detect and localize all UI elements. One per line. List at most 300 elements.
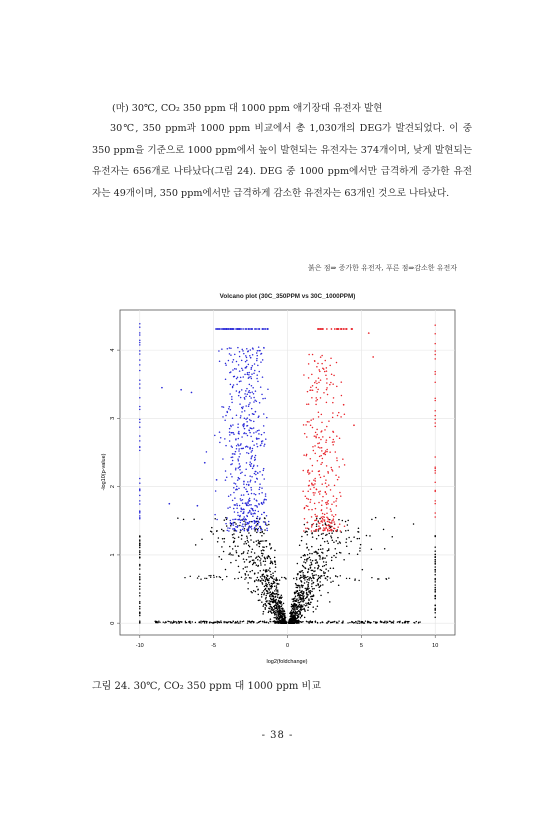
- data-point: [315, 380, 317, 382]
- data-point: [231, 445, 233, 447]
- data-point: [308, 579, 310, 581]
- data-point: [319, 371, 321, 373]
- data-point: [244, 475, 246, 477]
- data-point: [139, 592, 141, 594]
- data-point: [250, 487, 252, 489]
- data-point: [315, 508, 317, 510]
- data-point: [244, 418, 246, 420]
- data-point: [250, 436, 252, 438]
- data-point: [139, 574, 141, 576]
- data-point: [204, 462, 206, 464]
- data-point: [261, 487, 263, 489]
- data-point: [318, 377, 320, 379]
- data-point: [227, 507, 229, 509]
- data-point: [276, 615, 278, 617]
- data-point: [238, 566, 240, 568]
- data-point: [245, 525, 247, 527]
- data-point: [318, 565, 320, 567]
- data-point: [265, 438, 267, 440]
- data-point: [311, 546, 313, 548]
- data-point: [414, 622, 415, 623]
- data-point: [254, 512, 256, 514]
- data-point: [322, 566, 324, 568]
- data-point: [243, 424, 245, 426]
- data-point: [244, 398, 246, 400]
- data-point: [238, 555, 240, 557]
- data-point: [236, 361, 238, 363]
- data-point: [375, 517, 377, 519]
- data-point: [306, 403, 308, 405]
- data-point: [348, 553, 350, 555]
- data-point: [243, 543, 245, 545]
- data-point: [319, 590, 321, 592]
- data-point: [344, 526, 346, 528]
- data-point: [232, 387, 234, 389]
- data-point: [275, 566, 277, 568]
- data-point: [296, 608, 298, 610]
- data-point: [257, 381, 259, 383]
- data-point: [262, 546, 264, 548]
- data-point: [273, 580, 275, 582]
- data-point: [219, 442, 221, 444]
- data-point: [335, 514, 337, 516]
- data-point: [261, 535, 263, 537]
- data-point: [316, 391, 318, 393]
- data-point: [318, 530, 320, 532]
- data-point: [221, 529, 223, 531]
- data-point: [301, 581, 303, 583]
- data-point: [434, 400, 436, 402]
- data-point: [330, 489, 332, 491]
- data-point: [269, 584, 271, 586]
- data-point: [139, 595, 141, 597]
- data-point: [336, 498, 338, 500]
- data-point: [272, 575, 274, 577]
- data-point: [139, 340, 141, 342]
- data-point: [312, 588, 314, 590]
- data-point: [260, 529, 262, 531]
- data-point: [270, 558, 272, 560]
- data-point: [230, 409, 232, 411]
- data-point: [327, 521, 329, 523]
- data-point: [250, 420, 252, 422]
- data-point: [139, 503, 141, 505]
- data-point: [321, 505, 323, 507]
- data-point: [245, 519, 247, 521]
- data-point: [270, 560, 272, 562]
- data-point: [326, 328, 328, 330]
- data-point: [282, 622, 283, 623]
- data-point: [230, 384, 232, 386]
- data-point: [263, 533, 265, 535]
- data-point: [242, 350, 244, 352]
- data-point: [302, 598, 304, 600]
- data-point: [317, 460, 319, 462]
- y-tick-label: 0: [110, 621, 116, 625]
- data-point: [308, 498, 310, 500]
- data-point: [371, 519, 373, 521]
- data-point: [184, 577, 185, 578]
- data-point: [250, 458, 252, 460]
- data-point: [249, 430, 251, 432]
- data-point: [306, 498, 308, 500]
- data-point: [268, 622, 269, 623]
- data-point: [338, 620, 339, 621]
- data-point: [332, 540, 334, 542]
- data-point: [249, 546, 251, 548]
- data-point: [314, 567, 316, 569]
- data-point: [247, 512, 249, 514]
- data-point: [294, 603, 296, 605]
- data-point: [311, 482, 313, 484]
- data-point: [233, 384, 235, 386]
- data-point: [328, 420, 330, 422]
- data-point: [260, 564, 262, 566]
- data-point: [245, 418, 247, 420]
- data-point: [232, 537, 234, 539]
- data-point: [266, 601, 268, 603]
- data-point: [316, 366, 318, 368]
- data-point: [319, 581, 321, 583]
- data-point: [284, 622, 285, 623]
- data-point: [282, 616, 284, 618]
- data-point: [355, 622, 356, 623]
- data-point: [251, 373, 253, 375]
- data-point: [326, 402, 328, 404]
- data-point: [434, 354, 436, 356]
- data-point: [320, 356, 322, 358]
- data-point: [241, 349, 243, 351]
- data-point: [311, 509, 313, 511]
- data-point: [199, 622, 200, 623]
- data-point: [274, 550, 276, 552]
- data-point: [267, 576, 268, 577]
- data-point: [262, 555, 264, 557]
- data-point: [434, 512, 436, 514]
- data-point: [258, 503, 260, 505]
- data-point: [306, 522, 308, 524]
- data-point: [244, 573, 246, 575]
- data-point: [252, 515, 254, 517]
- data-point: [139, 323, 141, 325]
- data-point: [230, 523, 232, 525]
- data-point: [258, 565, 260, 567]
- data-point: [247, 588, 249, 590]
- data-point: [250, 539, 252, 541]
- data-point: [335, 451, 337, 453]
- data-point: [383, 529, 385, 531]
- data-point: [320, 585, 322, 587]
- data-point: [241, 360, 243, 362]
- data-point: [256, 437, 258, 439]
- data-point: [322, 538, 324, 540]
- data-point: [434, 574, 436, 576]
- data-point: [260, 562, 262, 564]
- data-point: [311, 570, 313, 572]
- data-point: [307, 584, 309, 586]
- data-point: [258, 542, 260, 544]
- data-point: [328, 621, 329, 622]
- data-point: [258, 438, 260, 440]
- data-point: [331, 530, 333, 532]
- data-point: [327, 517, 329, 519]
- data-point: [222, 416, 224, 418]
- data-point: [264, 398, 266, 400]
- data-point: [245, 433, 247, 435]
- data-point: [351, 621, 352, 622]
- data-point: [263, 561, 265, 563]
- data-point: [139, 606, 141, 608]
- data-point: [333, 501, 335, 503]
- data-point: [326, 367, 328, 369]
- data-point: [232, 369, 234, 371]
- y-tick-label: 2: [110, 485, 116, 489]
- data-point: [307, 472, 309, 474]
- data-point: [332, 431, 334, 433]
- data-point: [256, 532, 258, 534]
- data-point: [223, 406, 225, 408]
- data-point: [326, 439, 328, 441]
- data-point: [264, 589, 266, 591]
- data-point: [300, 597, 302, 599]
- data-point: [260, 532, 262, 534]
- data-point: [259, 599, 261, 601]
- data-point: [279, 607, 281, 609]
- data-point: [244, 541, 246, 543]
- data-point: [242, 552, 244, 554]
- data-point: [229, 552, 231, 554]
- data-point: [324, 514, 326, 516]
- data-point: [318, 575, 320, 577]
- data-point: [304, 559, 306, 561]
- data-point: [387, 622, 388, 623]
- data-point: [263, 347, 265, 349]
- data-point: [264, 620, 265, 621]
- data-point: [258, 430, 260, 432]
- data-point: [341, 381, 343, 383]
- data-point: [384, 548, 386, 550]
- data-point: [312, 446, 314, 448]
- data-point: [230, 554, 232, 556]
- data-point: [254, 530, 256, 532]
- data-point: [318, 522, 320, 524]
- data-point: [170, 622, 171, 623]
- data-point: [434, 554, 436, 556]
- data-point: [242, 408, 244, 410]
- data-point: [337, 328, 339, 330]
- data-point: [254, 572, 256, 574]
- data-point: [272, 601, 274, 603]
- data-point: [360, 544, 362, 546]
- data-point: [316, 526, 318, 528]
- data-point: [323, 392, 325, 394]
- data-point: [299, 577, 301, 579]
- data-point: [237, 427, 239, 429]
- data-point: [250, 357, 252, 359]
- data-point: [329, 527, 331, 529]
- data-point: [225, 364, 227, 366]
- data-point: [242, 406, 244, 408]
- data-point: [267, 530, 269, 532]
- data-point: [248, 499, 250, 501]
- data-point: [157, 622, 158, 623]
- data-point: [246, 543, 248, 545]
- data-point: [259, 483, 261, 485]
- data-point: [139, 576, 141, 578]
- data-point: [316, 530, 318, 532]
- data-point: [231, 447, 233, 449]
- data-point: [244, 428, 246, 430]
- data-point: [266, 556, 268, 558]
- data-point: [259, 471, 261, 473]
- data-point: [239, 622, 240, 623]
- data-point: [271, 561, 273, 563]
- data-point: [232, 522, 234, 524]
- data-point: [394, 517, 396, 519]
- data-point: [257, 572, 259, 574]
- data-point: [307, 572, 309, 574]
- data-point: [265, 493, 267, 495]
- data-point: [267, 591, 269, 593]
- data-point: [232, 361, 234, 363]
- data-point: [324, 557, 326, 559]
- data-point: [274, 557, 276, 559]
- data-point: [254, 505, 256, 507]
- data-point: [299, 589, 301, 591]
- data-point: [265, 569, 267, 571]
- data-point: [434, 546, 436, 548]
- data-point: [324, 429, 326, 431]
- data-point: [314, 551, 316, 553]
- data-point: [321, 533, 323, 535]
- data-point: [336, 457, 338, 459]
- data-point: [260, 445, 262, 447]
- data-point: [331, 526, 333, 528]
- data-point: [326, 507, 328, 509]
- data-point: [313, 571, 315, 573]
- data-point: [257, 577, 259, 579]
- data-point: [337, 479, 339, 481]
- data-point: [375, 621, 376, 622]
- data-point: [315, 432, 317, 434]
- data-point: [248, 532, 250, 534]
- data-point: [237, 347, 239, 349]
- data-point: [221, 622, 222, 623]
- data-point: [246, 357, 248, 359]
- data-point: [275, 588, 277, 590]
- data-point: [239, 328, 241, 330]
- data-point: [308, 588, 310, 590]
- data-point: [245, 355, 247, 357]
- data-point: [235, 523, 237, 525]
- data-point: [248, 377, 250, 379]
- data-point: [248, 414, 250, 416]
- data-point: [245, 577, 247, 579]
- data-point: [349, 578, 350, 579]
- data-point: [257, 589, 259, 591]
- data-point: [249, 571, 251, 573]
- data-point: [241, 368, 243, 370]
- data-point: [325, 528, 327, 530]
- data-point: [319, 518, 321, 520]
- data-point: [320, 577, 321, 578]
- data-point: [257, 540, 259, 542]
- data-point: [359, 621, 360, 622]
- data-point: [265, 579, 266, 580]
- data-point: [250, 451, 252, 453]
- data-point: [216, 519, 218, 521]
- data-point: [434, 422, 436, 424]
- data-point: [434, 605, 436, 607]
- data-point: [277, 591, 279, 593]
- data-point: [311, 532, 313, 534]
- data-point: [312, 606, 314, 608]
- data-point: [284, 616, 286, 618]
- data-point: [259, 546, 261, 548]
- data-point: [350, 541, 352, 543]
- data-point: [265, 328, 267, 330]
- data-point: [296, 584, 298, 586]
- data-point: [229, 406, 231, 408]
- x-tick-label: 5: [359, 643, 363, 649]
- data-point: [206, 578, 207, 579]
- data-point: [327, 529, 329, 531]
- data-point: [316, 523, 318, 525]
- data-point: [165, 622, 166, 623]
- data-point: [227, 527, 229, 529]
- data-point: [139, 440, 141, 442]
- data-point: [262, 503, 264, 505]
- data-point: [311, 553, 313, 555]
- data-point: [247, 503, 249, 505]
- section-heading: (마) 30℃, CO₂ 350 ppm 대 1000 ppm 애기장대 유전자 발현: [112, 103, 383, 114]
- data-point: [309, 557, 311, 559]
- data-point: [246, 571, 248, 573]
- data-point: [265, 608, 267, 610]
- data-point: [247, 505, 249, 507]
- data-point: [326, 426, 328, 428]
- data-point: [320, 379, 322, 381]
- data-point: [294, 618, 296, 620]
- data-point: [296, 577, 298, 579]
- data-point: [334, 328, 336, 330]
- data-point: [139, 582, 141, 584]
- data-point: [285, 578, 286, 579]
- data-point: [434, 617, 436, 619]
- data-point: [255, 557, 256, 559]
- data-point: [213, 575, 214, 576]
- data-point: [321, 363, 323, 365]
- data-point: [246, 491, 248, 493]
- data-point: [277, 613, 279, 615]
- data-point: [339, 437, 341, 439]
- data-point: [333, 621, 334, 622]
- data-point: [303, 604, 305, 606]
- data-point: [317, 328, 319, 330]
- data-point: [245, 566, 247, 568]
- data-point: [235, 438, 237, 440]
- body-paragraph: 30℃, 350 ppm과 1000 ppm 비교에서 총 1,030개의 DEG가 발견되었다. 이 중 350 ppm을 기준으로 1000 ppm에서 높이 발현되는 유전자는 374개이며, 낮게 발현되는 유전자는 656개로 나타났다(그림 24). DEG 중 1000 ppm에서만 급격하게 증가한 유전자는 49개이며, 350 ppm에서만 급격하게 감소한 유전자는 63개인 것으로 나타났다.: [92, 123, 472, 199]
- data-point: [333, 375, 335, 377]
- data-point: [258, 346, 260, 348]
- data-point: [268, 588, 270, 590]
- data-point: [282, 619, 284, 621]
- data-point: [139, 615, 141, 617]
- data-point: [340, 575, 341, 576]
- data-point: [263, 569, 265, 571]
- data-point: [241, 436, 243, 438]
- data-point: [253, 421, 255, 423]
